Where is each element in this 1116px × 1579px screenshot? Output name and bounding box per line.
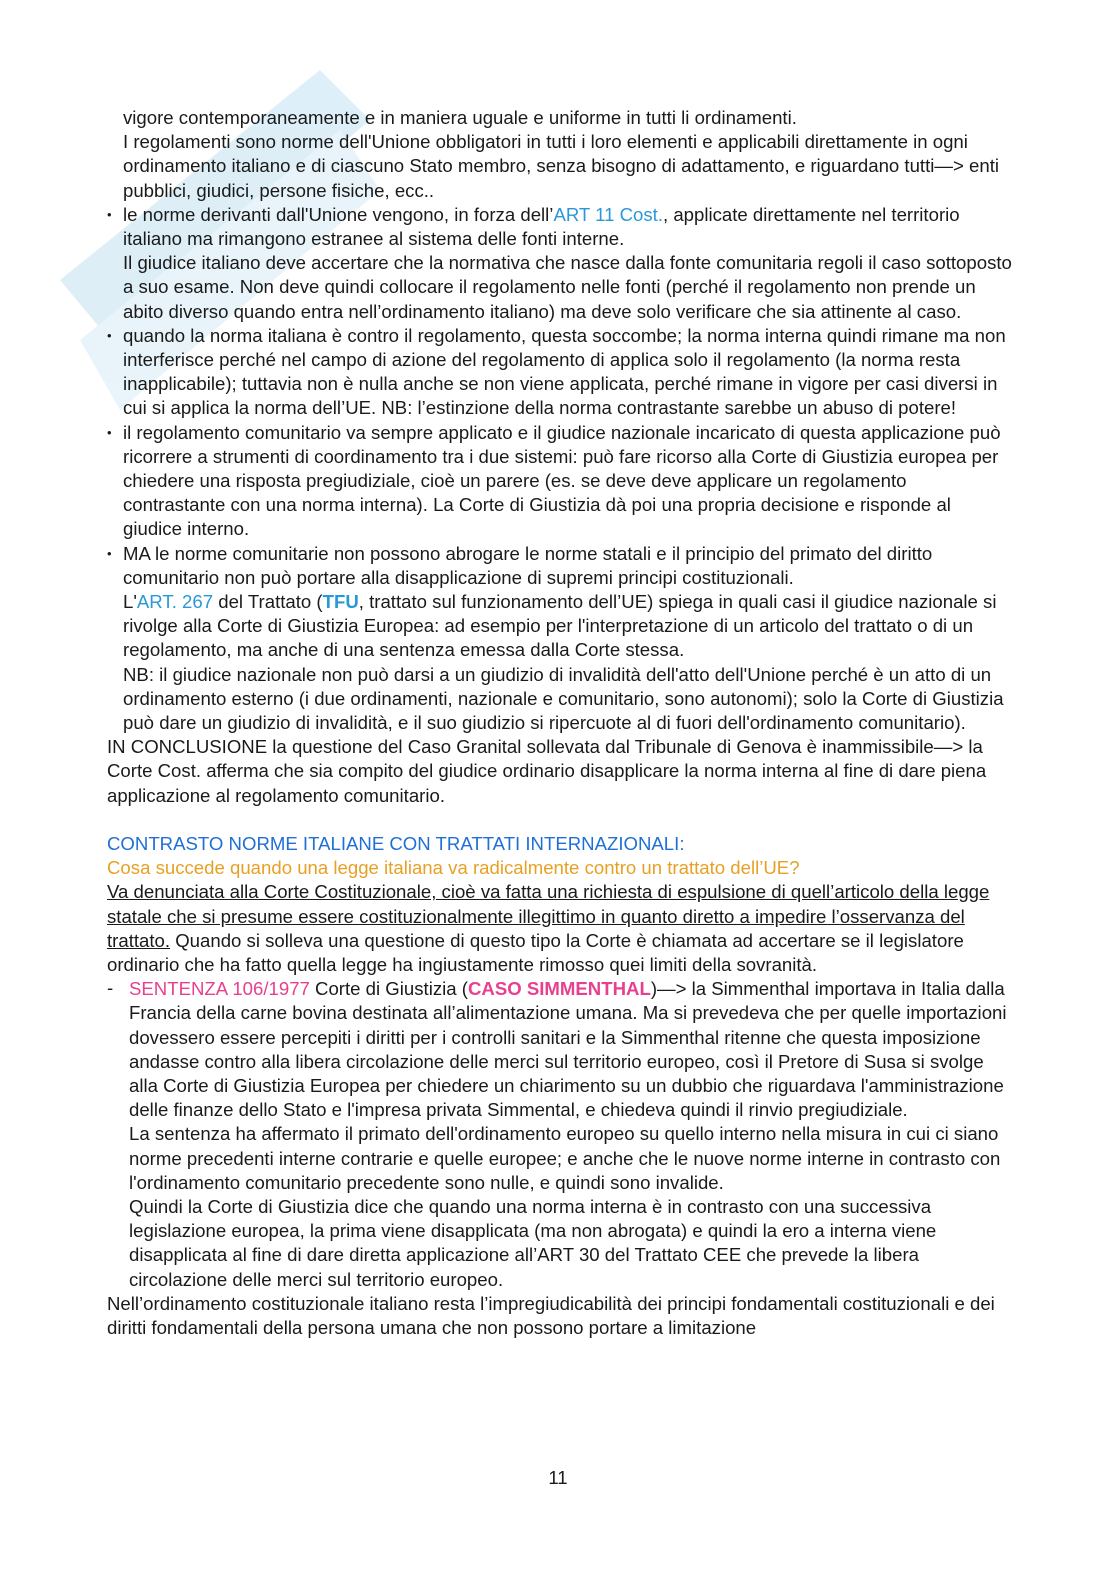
paragraph-giudice-italiano: Il giudice italiano deve accertare che la normativa che nasce dalla fonte comunitaria regoli il caso sottoposto a suo esame. Non deve quindi collocare il regolamento nelle fonti (perché il regolamento non prende un abito diverso quando entra nell’ordinamento italiano) ma deve solo verificare che sia attinente al caso. <box>123 252 1012 322</box>
link-art11: ART 11 Cost. <box>553 203 663 225</box>
paragraph-vigore: vigore contemporaneamente e in maniera uguale e uniforme in tutti li ordinamenti. <box>123 107 797 128</box>
section-heading: CONTRASTO NORME ITALIANE CON TRATTATI INTERNAZIONALI: <box>107 832 685 854</box>
bullet-icon: • <box>107 327 112 343</box>
bullet-icon: • <box>107 206 112 222</box>
case-name: CASO SIMMENTHAL <box>467 978 651 1000</box>
bullet-icon: • <box>107 424 112 440</box>
sentenza-label: SENTENZA 106/1977 <box>129 978 310 1000</box>
bullet-item-coordinamento: • il regolamento comunitario va sempre applicato e il giudice nazionale incaricato di questa applicazione può ricorrere a strumenti di coordinamento tra i due sistemi: può fare ricorso alla Corte di Giustizia europea per chiedere una risposta pregiudiziale, cioè un parere (es. se deve deve applicare un regolamento contrastante con una norma interna). La Corte di Giustizia dà poi una propria decisione e risponde al giudice interno. <box>107 421 1001 540</box>
paragraph-regolamenti: I regolamenti sono norme dell'Unione obbligatori in tutti i loro elementi e applicabili direttamente in ogni ordinamento italiano e di ciascuno Stato membro, senza bisogno di adattamento, e riguardano tutti—> enti pubblici, giudici, persone fisiche, ecc.. <box>123 131 999 201</box>
bullet-item-primato: • MA le norme comunitarie non possono abrogare le norme statali e il principio del primato del diritto comunitario non può portare alla disapplicazione di supremi principi costituzionali. L'ART. 267 del Trattato (TFU, trattato sul funzionamento dell’UE) spiega in quali casi il giudice nazionale si rivolge alla Corte di Giustizia Europea: ad esempio per l'interpretazione di un articolo del trattato o di un regolamento, ma anche di una sentenza emessa dalla Corte stessa. NB: il giudice nazionale non può darsi a un giudizio di invalidità dell'atto dell'Unione perché è un atto di un ordinamento esterno (i due ordinamenti, nazionale e comunitario, sono autonomi); solo la Corte di Giustizia può dare un giudizio di invalidità, e il suo giudizio si ripercuote al di fuori dell'ordinamento comunitario). <box>107 542 1012 736</box>
bullet-item-art11: • le norme derivanti dall'Unione vengono, in forza dell’ART 11 Cost., applicate direttamente nel territorio italiano ma rimangono estranee al sistema delle fonti interne. Il giudice italiano deve accertare che la normativa che nasce dalla fonte comunitaria regoli il caso sottoposto a suo esame. Non deve quindi collocare il regolamento nelle fonti (perché il regolamento non prende un abito diverso quando entra nell’ordinamento italiano) ma deve solo verificare che sia attinente al caso. <box>107 203 1012 324</box>
bullet-item-soccombe: • quando la norma italiana è contro il regolamento, questa soccombe; la norma interna quindi rimane ma non interferisce perché nel campo di azione del regolamento di applica solo il regolamento (la norma resta inapplicabile); tuttavia non è nulla anche se non viene applicata, perché rimane in vigore per casi diversi in cui si applica la norma dell’UE. NB: l’estinzione della norma contrastante sarebbe un abuso di potere! <box>107 324 1006 419</box>
section-answer: Va denunciata alla Corte Costituzionale, cioè va fatta una richiesta di espulsione di quell’articolo della legge statale che si presume essere costituzionalmente illegittimo in quanto diretto a impedire l’osservanza del trattato. Quando si solleva una questione di questo tipo la Corte è chiamata ad accertare se il legislatore ordinario che ha fatto quella legge ha ingiustamente rimosso quei limiti della sovranità. <box>107 881 990 975</box>
case-item-simmenthal: - SENTENZA 106/1977 Corte di Giustizia (CASO SIMMENTHAL)—> la Simmenthal importava in Italia dalla Francia della carne bovina destinata all’alimentazione umana. Ma si prevedeva che per quelle importazioni dovessero essere percepiti i diritti per i controlli sanitari e la Simmenthal ritenne che questa imposizione andasse contro alla libera circolazione delle merci sul territorio europeo, così il Pretore di Susa si svolge alla Corte di Giustizia Europea per chiedere un chiarimento su un dubbio che riguardava l'amministrazione delle finanze dello Stato e l'impresa privata Simmental, e chiedeva quindi il rinvio pregiudiziale. La sentenza ha affermato il primato dell'ordinamento europeo su quello interno nella misura in cui ci siano norme precedenti interne contrarie e quelle europee; e anche che le nuove norme interne in contrasto con l'ordinamento comunitario precedente sono nulle, e quindi sono invalide. Quindi la Corte di Giustizia dice che quando una norma interna è in contrasto con una successiva legislazione europea, la prima viene disapplicata (ma non abrogata) e quindi la ero a interna viene disapplicata al fine di dare diretta applicazione all’ART 30 del Trattato CEE che prevede la libera circolazione delle merci sul territorio europeo. <box>107 977 1012 1292</box>
paragraph-conclusione: IN CONCLUSIONE la questione del Caso Granital sollevata dal Tribunale di Genova è inammissibile—> la Corte Cost. afferma che sia compito del giudice ordinario disapplicare la norma interna al fine di dare piena applicazione al regolamento comunitario. <box>107 736 987 806</box>
link-art267: ART. 267 <box>136 591 214 613</box>
dash-icon: - <box>107 977 114 999</box>
paragraph-art267: L'ART. 267 del Trattato (TFU, trattato sul funzionamento dell’UE) spiega in quali casi il giudice nazionale si rivolge alla Corte di Giustizia Europea: ad esempio per l'interpretazione di un articolo del trattato o di un regolamento, ma anche di una sentenza emessa dalla Corte stessa. <box>123 591 997 661</box>
section-question: Cosa succede quando una legge italiana va radicalmente contro un trattato dell’UE? <box>107 857 800 879</box>
bullet-icon: • <box>107 545 112 561</box>
paragraph-closing: Nell’ordinamento costituzionale italiano resta l’impregiudicabilità dei principi fondamentali costituzionali e dei diritti fondamentali della persona umana che non possono portare a limitazione <box>107 1292 995 1338</box>
paragraph-corte-giustizia: Quindi la Corte di Giustizia dice che quando una norma interna è in contrasto con una successiva legislazione europea, la prima viene disapplicata (ma non abrogata) e quindi la ero a interna viene disapplicata al fine di dare diretta applicazione all’ART 30 del Trattato CEE che prevede la libera circolazione delle merci sul territorio europeo. <box>129 1195 937 1290</box>
document-page <box>107 106 1012 1340</box>
paragraph-sentenza-primato: La sentenza ha affermato il primato dell'ordinamento europeo su quello interno nella misura in cui ci siano norme precedenti interne contrarie e quelle europee; e anche che le nuove norme interne in contrasto con l'ordinamento comunitario precedente sono nulle, e quindi sono invalide. <box>129 1123 1001 1193</box>
page-number: 11 <box>548 1467 568 1488</box>
paragraph-nb-invalidita: NB: il giudice nazionale non può darsi a un giudizio di invalidità dell'atto dell'Unione perché è un atto di un ordinamento esterno (i due ordinamenti, nazionale e comunitario, sono autonomi); solo la Corte di Giustizia può dare un giudizio di invalidità, e il suo giudizio si ripercuote al di fuori dell'ordinamento comunitario). <box>123 663 1004 734</box>
tfu-label: TFU <box>322 591 359 613</box>
